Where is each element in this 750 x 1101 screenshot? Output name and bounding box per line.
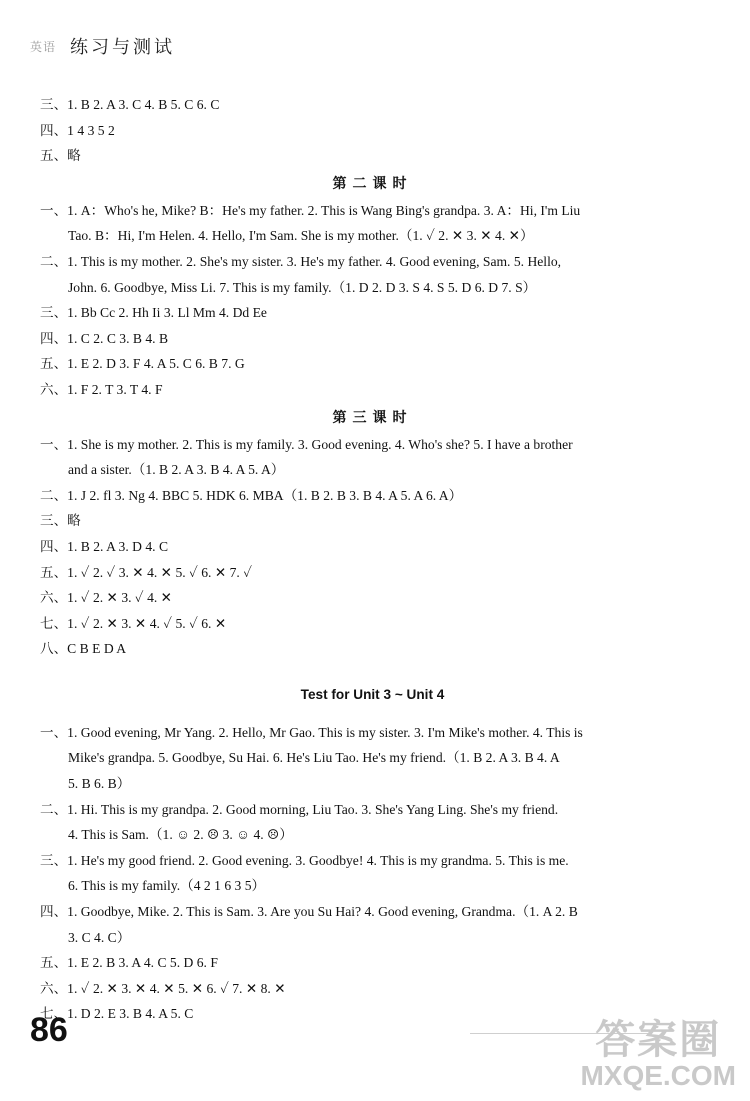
section-title: 第三课时 bbox=[332, 409, 413, 426]
answer-line: 四、1. B 2. A 3. D 4. C bbox=[40, 538, 169, 554]
answer-content bbox=[40, 92, 705, 1027]
answer-line: 4. This is Sam.（1. ☺ 2. ☹ 3. ☺ 4. ☹） bbox=[68, 827, 293, 843]
answer-line: 二、1. J 2. fl 3. Ng 4. BBC 5. HDK 6. MBA（1. B 2. B 3. B 4. A 5. A 6. A） bbox=[40, 487, 463, 503]
answer-line: 一、1. Good evening, Mr Yang. 2. Hello, Mr Gao. This is my sister. 3. I'm Mike's mother. 4. This is bbox=[40, 724, 583, 740]
series-logo: 英语 bbox=[30, 39, 57, 54]
answer-section-lesson-2 bbox=[40, 171, 705, 403]
answer-line: 六、1. F 2. T 3. T 4. F bbox=[40, 381, 163, 397]
answer-line: 七、1. D 2. E 3. B 4. A 5. C bbox=[40, 1006, 194, 1022]
answer-line: 三、略 bbox=[40, 513, 81, 529]
answer-line: 八、C B E D A bbox=[40, 641, 127, 657]
answer-section-unit-test bbox=[40, 682, 705, 1027]
answer-line: 五、1. ✓ 2. ✓ 3. ✕ 4. ✕ 5. ✓ 6. ✕ 7. ✓ bbox=[40, 564, 252, 580]
answer-line: 一、1. A：Who's he, Mike? B：He's my father. 2. This is Wang Bing's grandpa. 3. A：Hi, I'm Liu bbox=[40, 202, 581, 218]
answer-line: 一、1. She is my mother. 2. This is my family. 3. Good evening. 4. Who's she? 5. I have a brother bbox=[40, 436, 573, 452]
answer-line: 五、1. E 2. B 3. A 4. C 5. D 6. F bbox=[40, 955, 218, 971]
answer-line: 七、1. ✓ 2. ✕ 3. ✕ 4. ✓ 5. ✓ 6. ✕ bbox=[40, 615, 227, 631]
answer-line: 四、1. C 2. C 3. B 4. B bbox=[40, 330, 169, 346]
answer-line: 6. This is my family.（4 2 1 6 3 5） bbox=[68, 878, 266, 894]
answer-line: 六、1. ✓ 2. ✕ 3. ✓ 4. ✕ bbox=[40, 590, 173, 606]
answer-line: 三、1. Bb Cc 2. Hh Ii 3. Ll Mm 4. Dd Ee bbox=[40, 305, 267, 321]
section-title: Test for Unit 3 ~ Unit 4 bbox=[300, 686, 445, 702]
answer-line: 五、1. E 2. D 3. F 4. A 5. C 6. B 7. G bbox=[40, 356, 245, 372]
answer-line: 三、1. He's my good friend. 2. Good evening. 3. Goodbye! 4. This is my grandma. 5. This is me. bbox=[40, 852, 569, 868]
watermark-text-cn: 答案圈 bbox=[595, 1017, 722, 1063]
answer-line: and a sister.（1. B 2. A 3. B 4. A 5. A） bbox=[68, 462, 285, 478]
series-title: 练习与测试 bbox=[70, 37, 176, 58]
answer-line: 六、1. ✓ 2. ✕ 3. ✕ 4. ✕ 5. ✕ 6. ✓ 7. ✕ 8. ✕ bbox=[40, 980, 286, 996]
watermark-logo bbox=[580, 1019, 736, 1091]
answer-line: 3. C 4. C） bbox=[68, 929, 131, 945]
answer-line: 四、1. Goodbye, Mike. 2. This is Sam. 3. Are you Su Hai? 4. Good evening, Grandma.（1. A 2. B bbox=[40, 904, 578, 920]
watermark-text-url: MXQE.COM bbox=[580, 1060, 736, 1091]
page-header bbox=[30, 32, 175, 60]
answer-line: 五、略 bbox=[40, 148, 81, 164]
answer-line: 5. B 6. B） bbox=[68, 776, 131, 792]
answer-line: Mike's grandpa. 5. Goodbye, Su Hai. 6. He's Liu Tao. He's my friend.（1. B 2. A 3. B 4. A bbox=[68, 750, 560, 766]
answer-line: 三、1. B 2. A 3. C 4. B 5. C 6. C bbox=[40, 97, 220, 112]
answer-line: 二、1. Hi. This is my grandpa. 2. Good morning, Liu Tao. 3. She's Yang Ling. She's my friend. bbox=[40, 801, 559, 817]
answer-line: Tao. B：Hi, I'm Helen. 4. Hello, I'm Sam. She is my mother.（1. ✓ 2. ✕ 3. ✕ 4. ✕） bbox=[68, 228, 534, 244]
answer-line: 四、1 4 3 5 2 bbox=[40, 122, 115, 138]
section-title: 第二课时 bbox=[332, 175, 413, 192]
answer-line: 二、1. This is my mother. 2. She's my sister. 3. He's my father. 4. Good evening, Sam. 5. Hello, bbox=[40, 253, 562, 269]
answer-section-intro bbox=[40, 92, 705, 169]
answer-section-lesson-3 bbox=[40, 405, 705, 662]
answer-line: John. 6. Goodbye, Miss Li. 7. This is my family.（1. D 2. D 3. S 4. S 5. D 6. D 7. S） bbox=[68, 279, 537, 295]
page-number: 86 bbox=[30, 1011, 68, 1049]
